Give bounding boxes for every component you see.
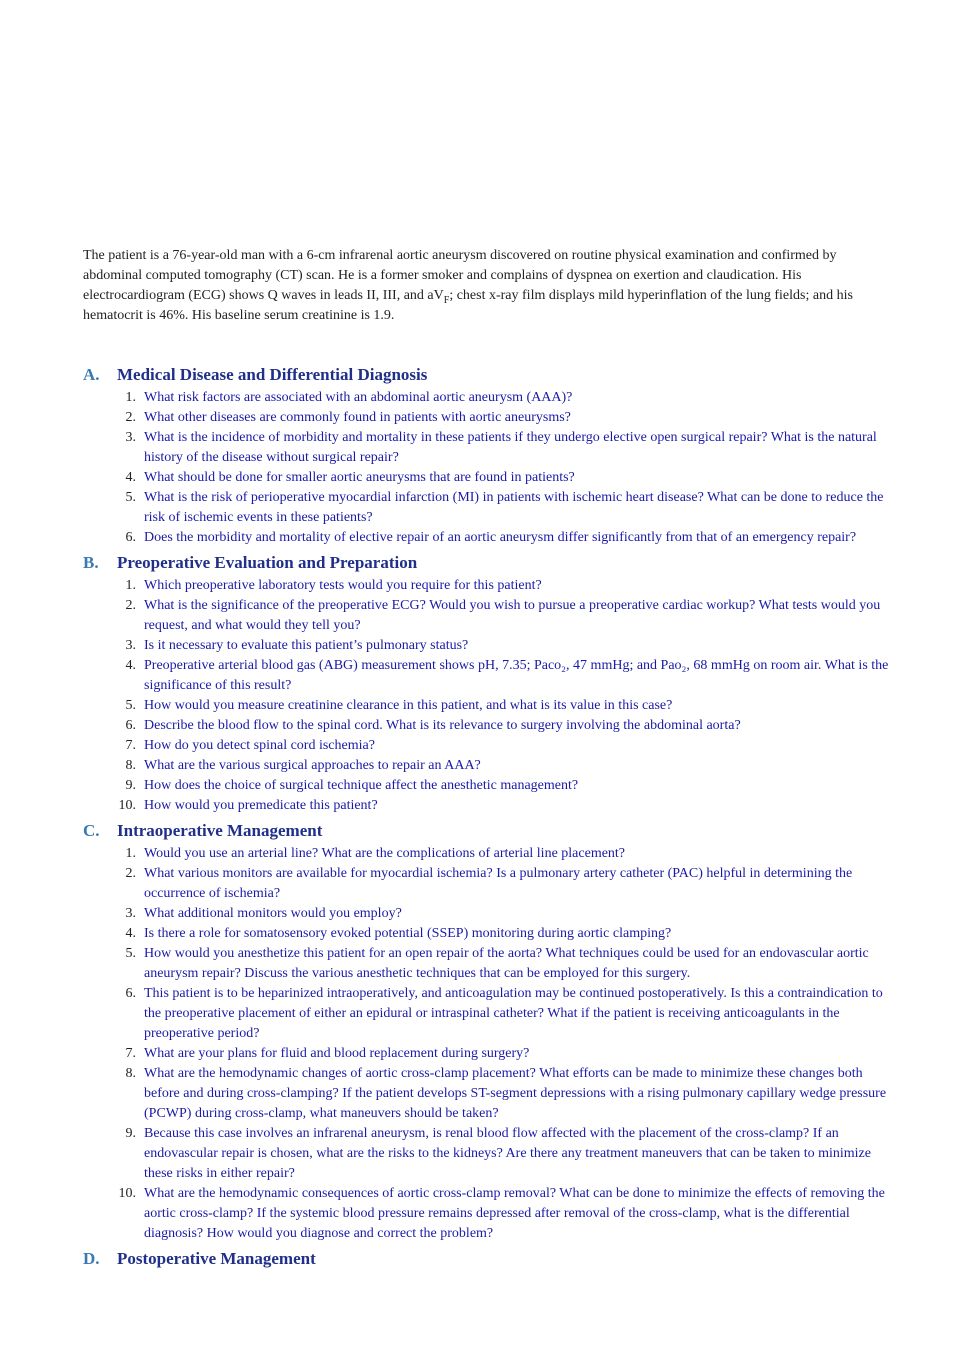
question-number: 9. <box>125 778 136 793</box>
question-text: What should be done for smaller aortic aneurysms that are found in patients? <box>144 470 575 485</box>
intro-text-part-2: ; chest x-ray film displays mild hyperinflation of the lung fields; and his hematocrit is 46%. His baseline serum creatinine is 1.9. <box>83 288 853 323</box>
question-number: 5. <box>125 490 136 505</box>
question-item <box>83 796 898 816</box>
question-text: Preoperative arterial blood gas (ABG) measurement shows pH, 7.35; Paco₂, 47 mmHg; and Pao₂, 68 mmHg on room air. What is the significance of this result? <box>144 658 889 693</box>
question-item <box>83 1044 898 1064</box>
question-item <box>83 488 898 528</box>
question-text: Is there a role for somatosensory evoked potential (SSEP) monitoring during aortic clamping? <box>144 926 672 941</box>
question-text: What is the significance of the preoperative ECG? Would you wish to pursue a preoperative cardiac workup? What tests would you request, and what would they tell you? <box>144 598 881 633</box>
section-d <box>83 1248 898 1270</box>
question-text: Because this case involves an infrarenal aneurysm, is renal blood flow affected with the placement of the cross-clamp? If an endovascular repair is chosen, what are the risks to the kidneys? Are there any treatment maneuvers that can be taken to minimize these risks in either repair? <box>144 1126 871 1181</box>
question-item <box>83 576 898 596</box>
question-number: 3. <box>125 638 136 653</box>
question-text: What are the various surgical approaches to repair an AAA? <box>144 758 481 773</box>
question-text: What risk factors are associated with an abdominal aortic aneurysm (AAA)? <box>144 390 573 405</box>
question-item <box>83 844 898 864</box>
intro-subscript: F <box>443 294 450 306</box>
question-item <box>83 904 898 924</box>
question-number: 10. <box>118 1186 136 1201</box>
question-text: What other diseases are commonly found in patients with aortic aneurysms? <box>144 410 571 425</box>
question-number: 4. <box>125 926 136 941</box>
question-number: 1. <box>125 846 136 861</box>
question-number: 2. <box>125 866 136 881</box>
question-text: What additional monitors would you employ? <box>144 906 402 921</box>
question-number: 3. <box>125 430 136 445</box>
case-intro-paragraph <box>83 246 898 326</box>
question-text: Does the morbidity and mortality of elective repair of an aortic aneurysm differ significantly from that of an emergency repair? <box>144 530 857 545</box>
section-heading <box>83 1248 898 1270</box>
question-item <box>83 756 898 776</box>
question-text: How would you measure creatinine clearance in this patient, and what is its value in this case? <box>144 698 673 713</box>
question-text: This patient is to be heparinized intraoperatively, and anticoagulation may be continued postoperatively. Is this a contraindication to the preoperative placement of either an epidural or intraspinal catheter? What if the patient is receiving anticoagulants in the preoperative period? <box>144 986 883 1041</box>
question-number: 3. <box>125 906 136 921</box>
question-item <box>83 696 898 716</box>
question-item <box>83 528 898 548</box>
section-heading <box>83 820 898 842</box>
question-number: 2. <box>125 410 136 425</box>
question-sections <box>83 364 898 1270</box>
section-title: Medical Disease and Differential Diagnosis <box>117 365 428 384</box>
question-text: What various monitors are available for myocardial ischemia? Is a pulmonary artery catheter (PAC) helpful in determining the occurrence of ischemia? <box>144 866 853 901</box>
document-page <box>83 246 898 1274</box>
question-item <box>83 388 898 408</box>
question-text: How do you detect spinal cord ischemia? <box>144 738 375 753</box>
question-text: What are your plans for fluid and blood replacement during surgery? <box>144 1046 530 1061</box>
question-number: 9. <box>125 1126 136 1141</box>
section-title: Intraoperative Management <box>117 821 323 840</box>
intro-text-part-1: The patient is a 76-year-old man with a 6-cm infrarenal aortic aneurysm discovered on routine physical examination and confirmed by abdominal computed tomography (CT) scan. He is a former smoker and complains of dyspnea on exertion and claudication. His electrocardiogram (ECG) shows Q waves in leads II, III, and aV <box>83 248 837 303</box>
section-heading <box>83 552 898 574</box>
question-item <box>83 864 898 904</box>
question-item <box>83 716 898 736</box>
question-text: Is it necessary to evaluate this patient’s pulmonary status? <box>144 638 469 653</box>
section-c <box>83 820 898 1244</box>
question-item <box>83 1064 898 1124</box>
question-number: 8. <box>125 1066 136 1081</box>
question-text: How would you anesthetize this patient for an open repair of the aorta? What techniques could be used for an endovascular aortic aneurysm repair? Discuss the various anesthetic techniques that can be employed for this surgery. <box>144 946 869 981</box>
question-number: 1. <box>125 390 136 405</box>
question-number: 6. <box>125 986 136 1001</box>
question-text: How would you premedicate this patient? <box>144 798 378 813</box>
question-number: 5. <box>125 698 136 713</box>
question-number: 7. <box>125 738 136 753</box>
section-letter: B. <box>83 553 99 572</box>
question-item <box>83 636 898 656</box>
question-number: 4. <box>125 658 136 673</box>
section-letter: A. <box>83 365 100 384</box>
section-title: Postoperative Management <box>117 1249 316 1268</box>
question-number: 5. <box>125 946 136 961</box>
question-item <box>83 428 898 468</box>
section-title: Preoperative Evaluation and Preparation <box>117 553 418 572</box>
question-text: Describe the blood flow to the spinal cord. What is its relevance to surgery involving the abdominal aorta? <box>144 718 741 733</box>
question-item <box>83 408 898 428</box>
question-item <box>83 1184 898 1244</box>
question-item <box>83 736 898 756</box>
question-text: Would you use an arterial line? What are the complications of arterial line placement? <box>144 846 626 861</box>
question-number: 4. <box>125 470 136 485</box>
question-number: 6. <box>125 718 136 733</box>
section-a <box>83 364 898 548</box>
question-item <box>83 656 898 696</box>
section-letter: C. <box>83 821 100 840</box>
question-text: What are the hemodynamic changes of aortic cross-clamp placement? What efforts can be made to minimize these changes both before and during cross-clamping? If the patient develops ST-segment depressions with a rising pulmonary capillary wedge pressure (PCWP) during cross-clamp, what maneuvers should be taken? <box>144 1066 887 1121</box>
question-number: 7. <box>125 1046 136 1061</box>
question-item <box>83 1124 898 1184</box>
question-text: Which preoperative laboratory tests would you require for this patient? <box>144 578 542 593</box>
question-number: 2. <box>125 598 136 613</box>
question-number: 10. <box>118 798 136 813</box>
section-heading <box>83 364 898 386</box>
question-text: What is the risk of perioperative myocardial infarction (MI) in patients with ischemic heart disease? What can be done to reduce the risk of ischemic events in these patients? <box>144 490 884 525</box>
section-letter: D. <box>83 1249 100 1268</box>
question-item <box>83 776 898 796</box>
question-list <box>83 388 898 548</box>
question-text: What is the incidence of morbidity and mortality in these patients if they undergo elective open surgical repair? What is the natural history of the disease without surgical repair? <box>144 430 877 465</box>
section-b <box>83 552 898 816</box>
question-number: 1. <box>125 578 136 593</box>
question-item <box>83 596 898 636</box>
question-item <box>83 984 898 1044</box>
question-item <box>83 468 898 488</box>
question-item <box>83 924 898 944</box>
question-list <box>83 576 898 816</box>
question-item <box>83 944 898 984</box>
question-number: 8. <box>125 758 136 773</box>
question-list <box>83 844 898 1244</box>
question-text: How does the choice of surgical technique affect the anesthetic management? <box>144 778 579 793</box>
question-text: What are the hemodynamic consequences of aortic cross-clamp removal? What can be done to minimize the effects of removing the aortic cross-clamp? If the systemic blood pressure remains depressed after removal of the cross-clamp, what is the differential diagnosis? How would you diagnose and correct the problem? <box>144 1186 885 1241</box>
question-number: 6. <box>125 530 136 545</box>
